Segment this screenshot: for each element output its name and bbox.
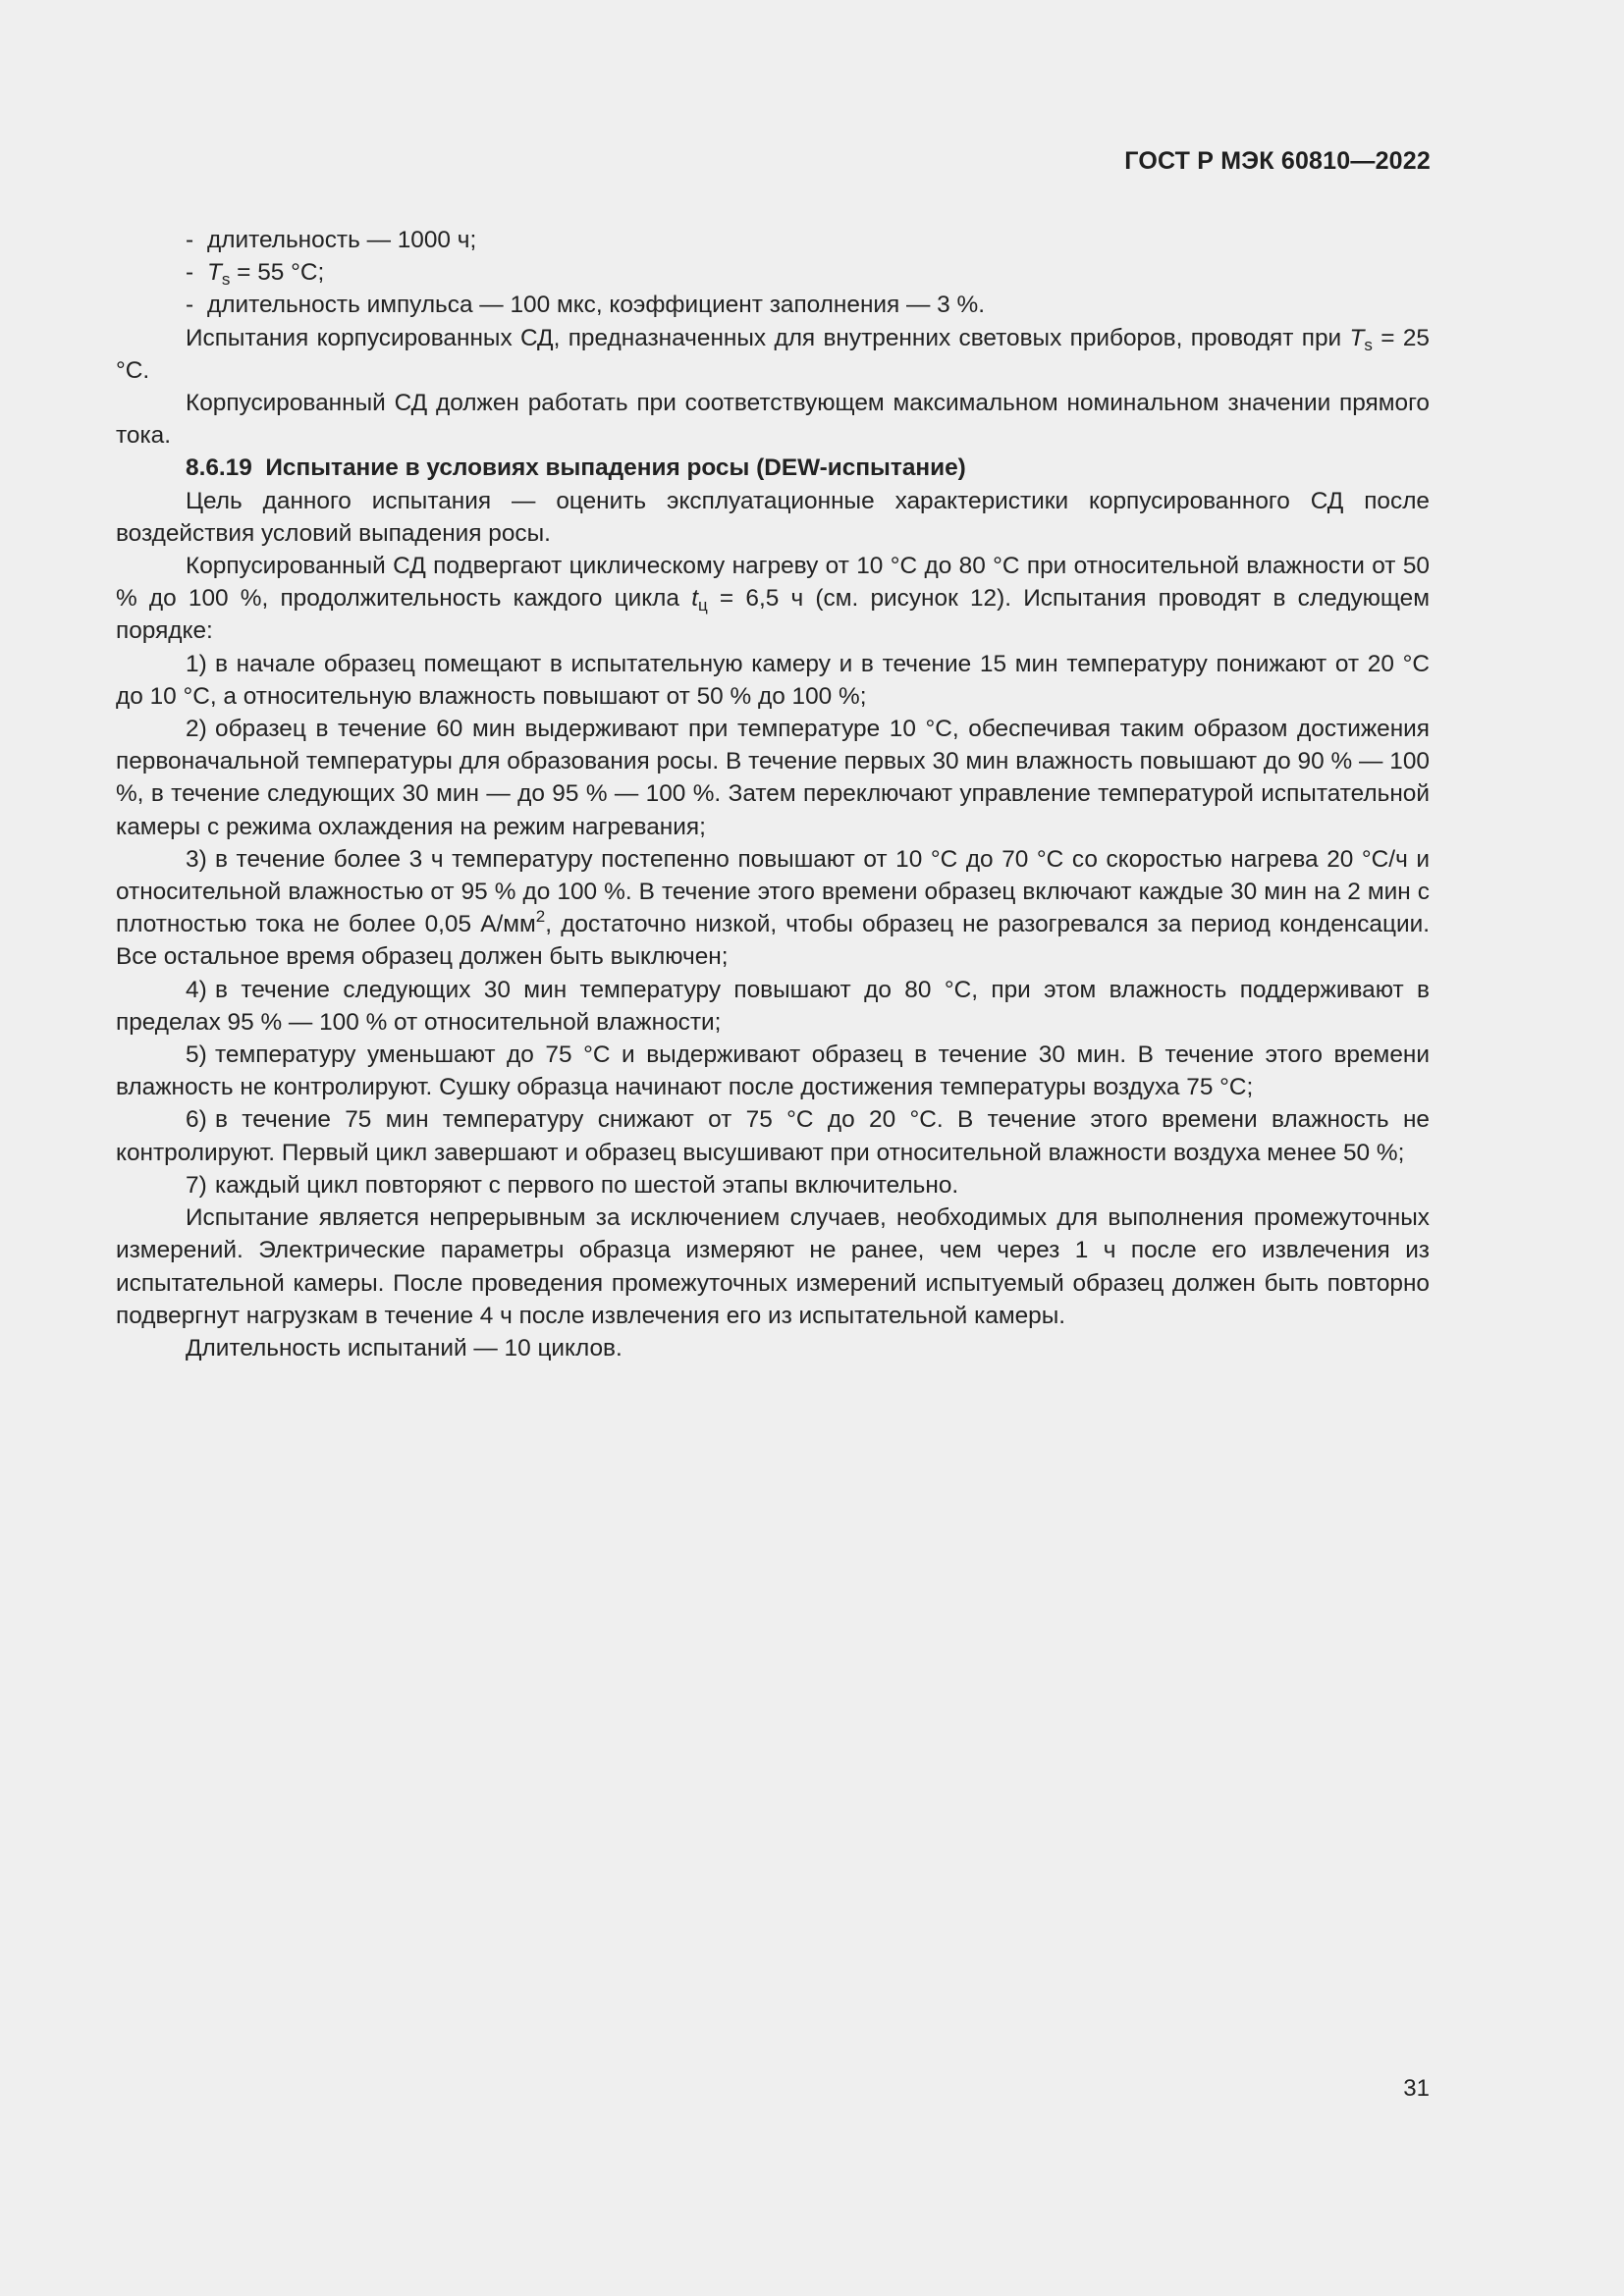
step-item [116,843,1430,974]
step-number: 2) [186,716,207,743]
step-text: в течение следующих 30 мин температуру повышают до 80 °C, при этом влажность поддерживают в пределах 95 % — 100 % от относительной влажности; [116,976,1430,1036]
page-number: 31 [1403,2075,1430,2102]
step-number: 4) [186,976,207,1003]
step-item [116,1169,1430,1201]
step-text: в начале образец помещают в испытательную камеру и в течение 15 мин температуру понижают от 20 °C до 10 °C, а относительную влажность повышают от 50 % до 100 %; [116,650,1430,710]
step-item [116,1103,1430,1168]
superscript-2: 2 [535,907,546,927]
step-text: образец в течение 60 мин выдерживают при температуре 10 °C, обеспечивая таким образом достижения первоначальной температуры для образования росы. В течение первых 30 мин влажность повышают до 90 % — 100 %, в течение следующих 30 мин — до 95 % — 100 %. Затем переключают управление температурой испытательной камеры с режима охлаждения на режим нагревания; [116,716,1430,840]
step-item [116,1039,1430,1103]
list-item [116,224,1430,256]
paragraph-purpose: Цель данного испытания — оценить эксплуатационные характеристики корпусированного СД после воздействия условий выпадения росы. [116,487,1430,547]
step-item [116,713,1430,843]
paragraph-continuous: Испытание является непрерывным за исключением случаев, необходимых для выполнения промежуточных измерений. Электрические параметры образца измеряют не ранее, чем через 1 ч после его извлечения из испытательной камеры. После проведения промежуточных измерений испытуемый образец должен быть повторно подвергнут нагрузкам в течение 4 ч после извлечения его из испытательной камеры. [116,1204,1430,1329]
subscript-s: s [221,270,231,290]
document-body [116,224,1430,1364]
step-text: в течение 75 мин температуру снижают от 75 °C до 20 °C. В течение этого времени влажность не контролируют. Первый цикл завершают и образец высушивают при относительной влажности воздуха менее 50 %; [116,1106,1430,1166]
symbol-t: T [207,259,222,287]
step-number: 7) [186,1171,207,1199]
symbol-t: t [691,585,698,613]
step-number: 5) [186,1041,207,1069]
paragraph-duration: Длительность испытаний — 10 циклов. [186,1334,623,1362]
paragraph-cycle: Корпусированный СД подвергают циклическому нагреву от 10 °C до 80 °C при относительной влажности от 50 % до 100 %, продолжительность каждого цикла $t_ц = 6,5$ ч (см. рисунок 12). Испытания проводят в следующем порядке: [116,553,1430,645]
subscript-s: s [1364,335,1373,354]
section-heading [116,452,1430,484]
list-item [116,256,1430,289]
dash-marker: - [186,259,194,287]
step-number: 6) [186,1106,207,1134]
item-text: длительность импульса — 100 мкс, коэффициент заполнения — 3 %. [207,292,985,319]
paragraph-internal-luminaires: Испытания корпусированных СД, предназначенных для внутренних световых приборов, проводят при $T_s = 25$ °C. [116,324,1430,384]
item-text: длительность — 1000 ч; [207,227,477,253]
step-text: в течение более 3 ч температуру постепенно повышают от 10 °C до 70 °C со скоростью нагрева 20 °C/ч и относительной влажностью от 95 % до 100 %. В течение этого времени образец включают каждые 30 мин на 2 мин с плотностью тока не более 0,05 А/мм [116,845,1430,938]
symbol-t: T [1349,324,1365,351]
step-number: 3) [186,845,207,873]
step-text: каждый цикл повторяют с первого по шестой этапы включительно. [215,1171,959,1199]
item-text: = 55 °C; [230,259,325,287]
step-text: , достаточно низкой, чтобы образец не разогревался за период конденсации. Все остальное время образец должен быть выключен; [116,911,1430,971]
step-text: температуру уменьшают до 75 °C и выдерживают образец в течение 30 мин. В течение этого времени влажность не контролируют. Сушку образца начинают после достижения температуры воздуха 75 °C; [116,1041,1430,1101]
step-item [116,648,1430,713]
dash-marker: - [186,292,194,319]
step-number: 1) [186,650,207,677]
dash-marker: - [186,227,194,253]
section-title: Испытание в условиях выпадения росы (DEW-испытание) [265,454,966,482]
section-number: 8.6.19 [186,454,252,482]
paragraph-forward-current: Корпусированный СД должен работать при соответствующем максимальном номинальном значении прямого тока. [116,390,1430,450]
list-item [116,289,1430,321]
document-header: ГОСТ Р МЭК 60810—2022 [1124,147,1431,175]
step-item [116,974,1430,1039]
subscript-cycle: ц [697,596,708,615]
